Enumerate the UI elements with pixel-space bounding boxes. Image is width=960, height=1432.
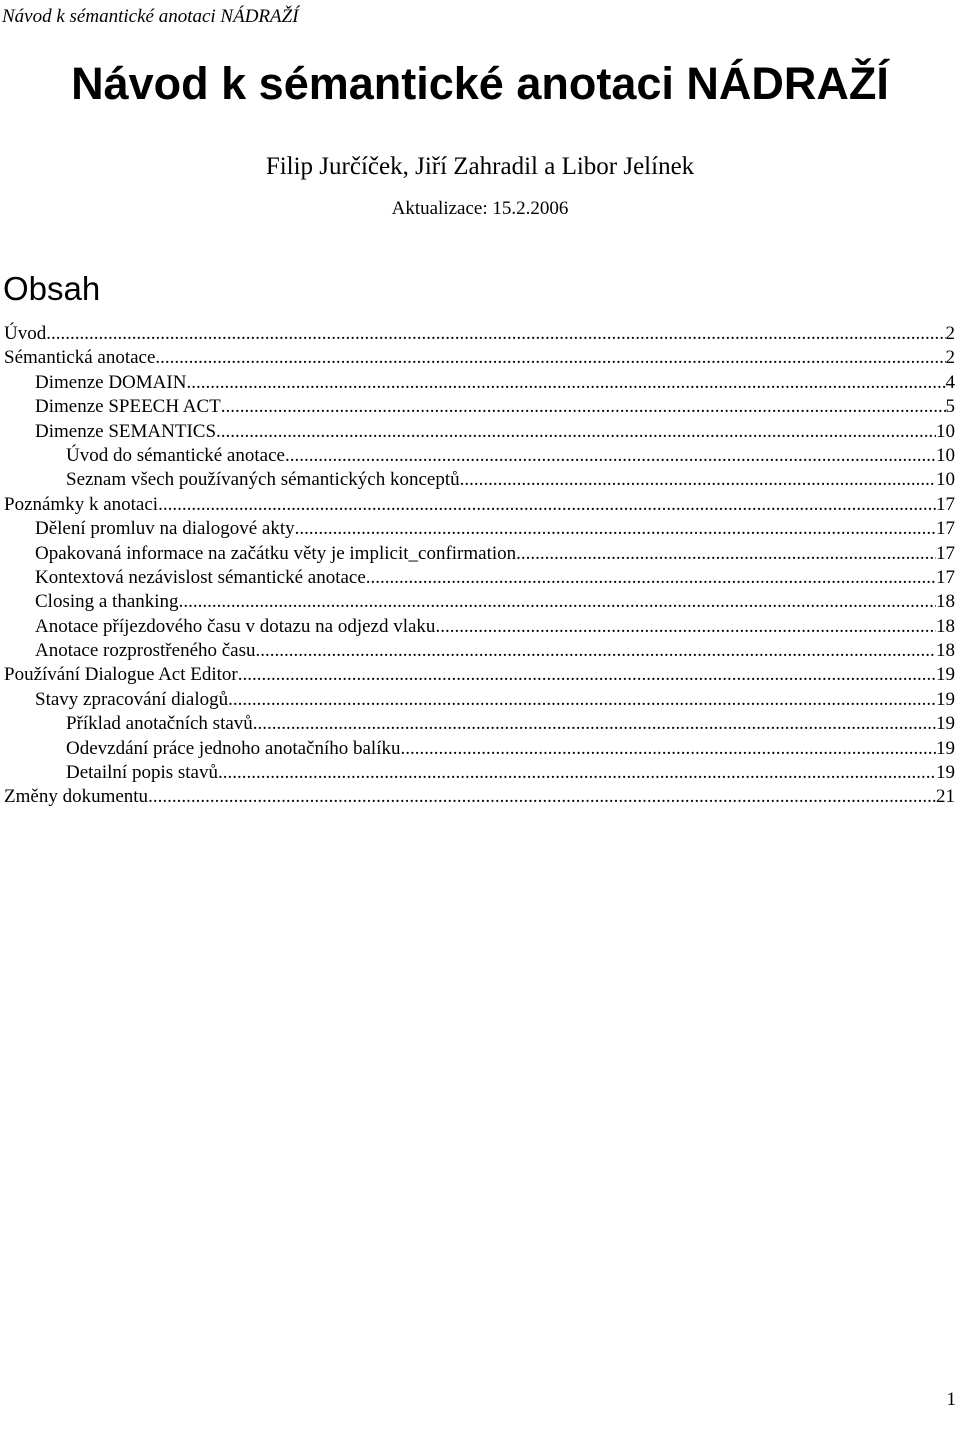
document-date: Aktualizace: 15.2.2006 — [391, 198, 569, 219]
toc-entry[interactable] — [4, 663, 955, 687]
toc-entry-label: Sémantická anotace — [4, 347, 156, 369]
toc-entry[interactable] — [4, 566, 955, 590]
toc-entry-page: 18 — [936, 591, 955, 613]
toc-entry-page: 10 — [936, 444, 955, 466]
toc-entry-page: 10 — [936, 469, 955, 491]
toc-entry-label: Seznam všech používaných sémantických konceptů — [66, 469, 460, 491]
toc-entry-page: 4 — [945, 371, 955, 393]
toc-leader-dots — [221, 395, 946, 419]
toc-entry[interactable] — [4, 542, 955, 566]
toc-leader-dots — [460, 468, 936, 492]
toc-leader-dots — [186, 371, 945, 395]
running-header: Návod k sémantické anotaci NÁDRAŽÍ — [2, 6, 299, 27]
toc-entry-label: Dimenze DOMAIN — [35, 371, 187, 393]
toc-entry[interactable] — [4, 468, 955, 492]
toc-entry-label: Dimenze SPEECH ACT — [35, 396, 221, 418]
toc-entry-page: 5 — [945, 396, 955, 418]
toc-leader-dots — [148, 785, 936, 809]
toc-leader-dots — [295, 517, 936, 541]
toc-entry-label: Příklad anotačních stavů — [66, 713, 253, 735]
toc-entry-label: Closing a thanking — [35, 591, 179, 613]
toc-leader-dots — [218, 761, 936, 785]
toc-entry-label: Kontextová nezávislost sémantické anotace — [35, 566, 366, 588]
toc-entry-page: 10 — [936, 420, 955, 442]
toc-entry-label: Odevzdání práce jednoho anotačního balíku — [66, 737, 401, 759]
toc-entry[interactable] — [4, 322, 955, 346]
toc-entry[interactable] — [4, 493, 955, 517]
toc-entry[interactable] — [4, 444, 955, 468]
toc-entry[interactable] — [4, 346, 955, 370]
table-of-contents — [4, 322, 955, 810]
toc-entry[interactable] — [4, 420, 955, 444]
toc-leader-dots — [179, 590, 936, 614]
toc-heading: Obsah — [3, 270, 101, 307]
toc-entry-page: 18 — [936, 615, 955, 637]
toc-leader-dots — [46, 322, 945, 346]
toc-entry-label: Opakovaná informace na začátku věty je implicit_confirmation — [35, 542, 517, 564]
toc-entry-label: Anotace rozprostřeného času — [35, 640, 256, 662]
toc-entry-page: 17 — [936, 518, 955, 540]
toc-entry-label: Dělení promluv na dialogové akty — [35, 518, 295, 540]
toc-leader-dots — [401, 737, 937, 761]
toc-entry-label: Anotace příjezdového času v dotazu na odjezd vlaku — [35, 615, 436, 637]
toc-entry-label: Změny dokumentu — [4, 786, 149, 808]
toc-entry-label: Úvod — [4, 323, 47, 344]
toc-entry[interactable] — [4, 712, 955, 736]
toc-entry-page: 21 — [936, 786, 955, 808]
toc-leader-dots — [238, 663, 936, 687]
toc-entry[interactable] — [4, 517, 955, 541]
document-authors: Filip Jurčíček, Jiří Zahradil a Libor Jelínek — [265, 153, 695, 180]
toc-entry-page: 17 — [936, 493, 955, 515]
toc-entry-label: Používání Dialogue Act Editor — [4, 664, 238, 686]
toc-entry[interactable] — [4, 395, 955, 419]
toc-leader-dots — [228, 688, 936, 712]
toc-entry-page: 19 — [936, 713, 955, 735]
toc-entry[interactable] — [4, 785, 955, 809]
toc-entry[interactable] — [4, 761, 955, 785]
toc-entry-page: 19 — [936, 762, 955, 784]
toc-entry-page: 17 — [936, 542, 955, 564]
toc-leader-dots — [435, 615, 936, 639]
toc-entry-label: Poznámky k anotaci — [4, 493, 159, 515]
toc-entry-page: 2 — [945, 323, 955, 344]
toc-entry[interactable] — [4, 371, 955, 395]
toc-leader-dots — [158, 493, 936, 517]
toc-entry[interactable] — [4, 737, 955, 761]
toc-leader-dots — [155, 346, 945, 370]
toc-entry-label: Stavy zpracování dialogů — [35, 688, 229, 710]
toc-leader-dots — [366, 566, 936, 590]
toc-entry[interactable] — [4, 590, 955, 614]
toc-entry[interactable] — [4, 639, 955, 663]
toc-entry-label: Dimenze SEMANTICS — [35, 420, 217, 442]
toc-entry-label: Detailní popis stavů — [66, 762, 218, 784]
toc-entry-page: 17 — [936, 566, 955, 588]
toc-leader-dots — [256, 639, 936, 663]
toc-entry[interactable] — [4, 615, 955, 639]
toc-leader-dots — [285, 444, 936, 468]
toc-entry[interactable] — [4, 688, 955, 712]
toc-entry-label: Úvod do sémantické anotace — [66, 444, 285, 466]
toc-leader-dots — [253, 712, 936, 736]
toc-entry-page: 18 — [936, 640, 955, 662]
toc-entry-page: 2 — [945, 347, 955, 369]
toc-entry-page: 19 — [936, 664, 955, 686]
page-number: 1 — [946, 1389, 956, 1410]
toc-entry-page: 19 — [936, 737, 955, 759]
toc-entry-page: 19 — [936, 688, 955, 710]
document-title: Návod k sémantické anotaci NÁDRAŽÍ — [71, 58, 889, 109]
toc-leader-dots — [216, 420, 936, 444]
toc-leader-dots — [516, 542, 936, 566]
